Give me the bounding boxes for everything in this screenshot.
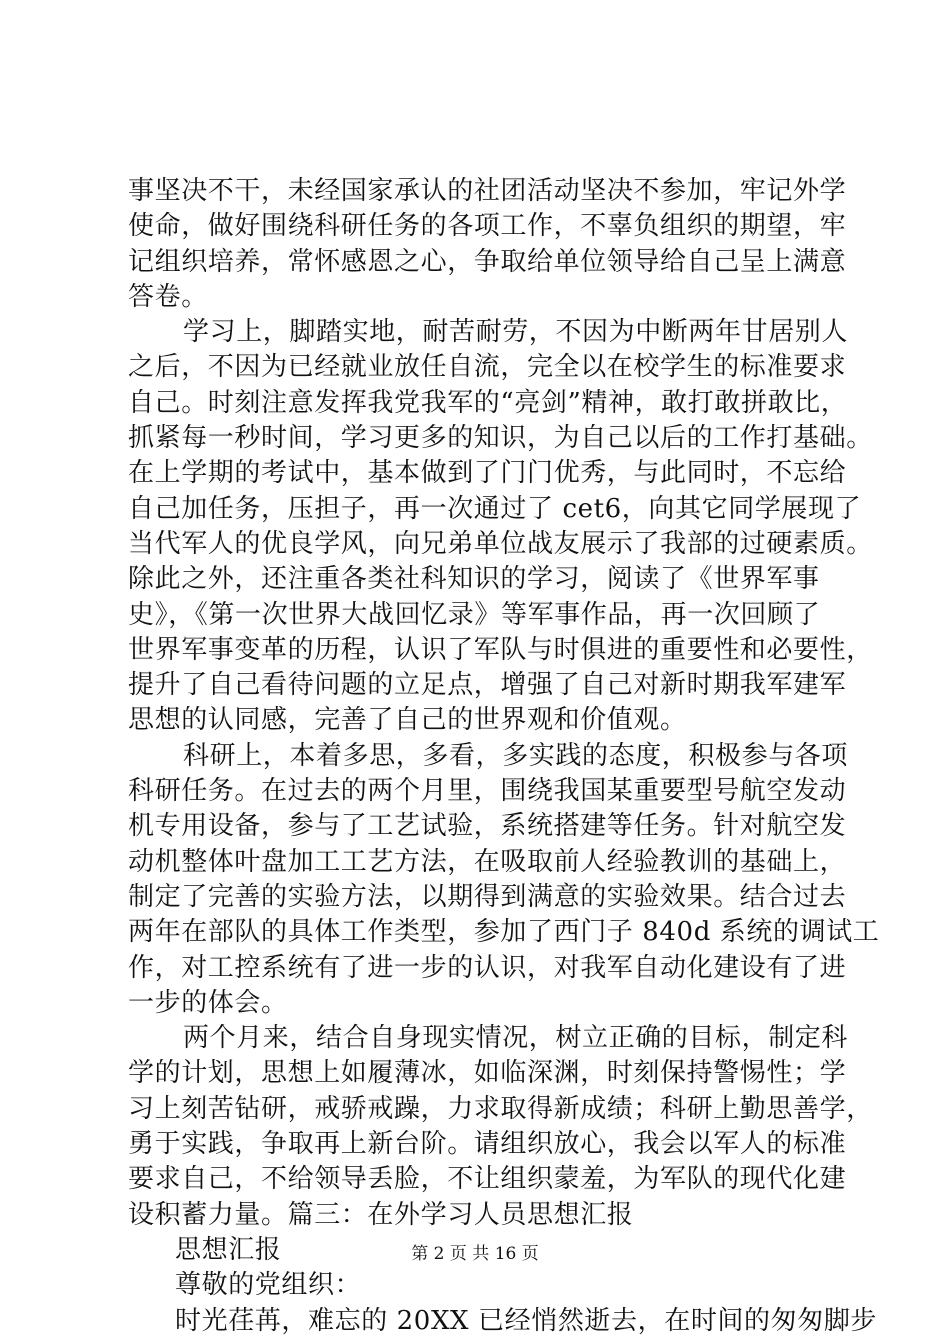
text-line: 提升了自己看待问题的立足点，增强了自己对新时期我军建军 (128, 670, 847, 701)
text-line: 史》，《第一次世界大战回忆录》等军事作品，再一次回顾了 (128, 599, 821, 630)
text-line: 作，对工控系统有了进一步的认识，对我军自动化建设有了进 (128, 952, 847, 983)
text-line: 抓紧每一秒时间，学习更多的知识，为自己以后的工作打基础。 (128, 423, 873, 454)
text-line: 自己。时刻注意发挥我党我军的“亮剑”精神，敢打敢拼敢比， (128, 387, 848, 418)
text-line: 要求自己，不给领导丢脸，不让组织蒙羞，为军队的现代化建 (128, 1164, 847, 1195)
text-line: 动机整体叶盘加工工艺方法，在吸取前人经验教训的基础上， (128, 846, 847, 877)
text-line: 机专用设备，参与了工艺试验，系统搭建等任务。针对航空发 (128, 811, 847, 842)
page-number: 第 2 页 共 16 页 (411, 1244, 539, 1264)
text-line: 使命，做好围绕科研任务的各项工作，不辜负组织的期望，牢 (128, 211, 847, 242)
text-line: 勇于实践，争取再上新台阶。请组织放心，我会以军人的标准 (128, 1129, 847, 1160)
text-line: 自己加任务，压担子，再一次通过了 cet6，向其它同学展现了 (128, 493, 862, 524)
paragraph-first-line: 学习上，脚踏实地，耐苦耐劳，不因为中断两年甘居别人 (183, 317, 849, 348)
text-line: 记组织培养，常怀感恩之心，争取给单位领导给自己呈上满意 (128, 246, 847, 277)
text-line: 科研任务。在过去的两个月里，围绕我国某重要型号航空发动 (128, 776, 847, 807)
text-line: 思想的认同感，完善了自己的世界观和价值观。 (128, 705, 687, 736)
page-footer (0, 1243, 950, 1265)
paragraph-first-line: 时光荏苒，难忘的 20XX 已经悄然逝去，在时间的匆匆脚步 (175, 1305, 878, 1336)
text-line: 两年在部队的具体工作类型，参加了西门子 840d 系统的调试工 (128, 917, 880, 948)
text-line: 在上学期的考试中，基本做到了门门优秀，与此同时，不忘给 (128, 458, 847, 489)
text-line: 除此之外，还注重各类社科知识的学习，阅读了《世界军事 (128, 564, 820, 595)
salutation: 尊敬的党组织： (175, 1270, 362, 1301)
text-line: 一步的体会。 (128, 987, 288, 1018)
text-line: 设积蓄力量。篇三：在外学习人员思想汇报 (128, 1199, 634, 1230)
text-line: 之后，不因为已经就业放任自流，完全以在校学生的标准要求 (128, 352, 847, 383)
text-line: 习上刻苦钻研，戒骄戒躁，力求取得新成绩；科研上勤思善学， (128, 1093, 873, 1124)
text-line: 学的计划，思想上如履薄冰，如临深渊，时刻保持警惕性；学 (128, 1058, 847, 1089)
text-line: 世界军事变革的历程，认识了军队与时俱进的重要性和必要性， (128, 634, 873, 665)
text-line: 制定了完善的实验方法，以期得到满意的实验效果。结合过去 (128, 881, 847, 912)
text-line: 答卷。 (128, 281, 208, 312)
text-line: 事坚决不干，未经国家承认的社团活动坚决不参加，牢记外学 (128, 176, 847, 206)
paragraph-first-line: 两个月来，结合自身现实情况，树立正确的目标，制定科 (183, 1023, 849, 1054)
text-line: 当代军人的优良学风，向兄弟单位战友展示了我部的过硬素质。 (128, 528, 873, 559)
section-heading: 思想汇报 (175, 1234, 282, 1265)
paragraph-first-line: 科研上，本着多思，多看，多实践的态度，积极参与各项 (183, 740, 849, 771)
document-body (128, 174, 880, 1339)
